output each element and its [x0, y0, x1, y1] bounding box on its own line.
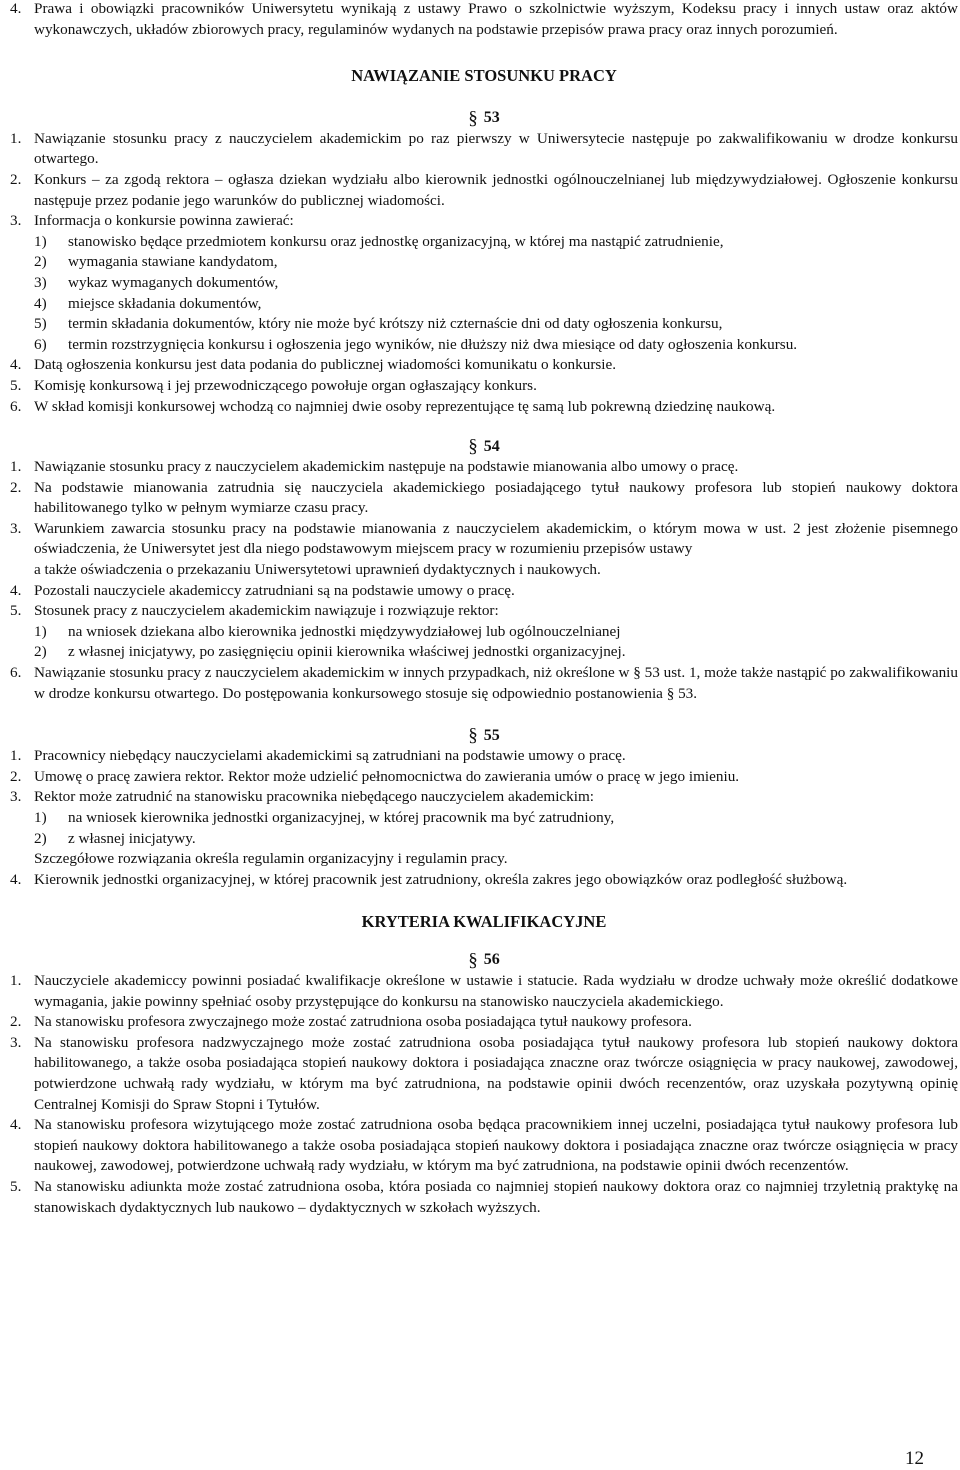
list-item: 2. Na stanowisku profesora zwyczajnego może zostać zatrudniona osoba posiadająca tytuł naukowy profesora.: [10, 1013, 692, 1031]
list-item: 2. Konkurs – za zgodą rektora – ogłasza dziekan wydziału albo kierownik jednostki ogólnouczelnianej lub międzywydziałowej. Ogłoszenie konkursu następuje przez podanie jego warunków do publicznej wiadomości.: [10, 170, 958, 209]
sub-list-item: 1) stanowisko będące przedmiotem konkursu oraz jednostkę organizacyjną, w której ma nastąpić zatrudnienie,: [34, 232, 724, 250]
sub-list-item: 2) z własnej inicjatywy, po zasięgnięciu opinii kierownika właściwej jednostki organizacyjnej.: [34, 643, 626, 661]
paragraph-number: § 56: [468, 949, 500, 971]
list-item: 4. Kierownik jednostki organizacyjnej, w której pracownik jest zatrudniony, określa zakres jego obowiązków oraz podległość służbową.: [10, 870, 848, 888]
list-item: 1. Nawiązanie stosunku pracy z nauczycielem akademickim po raz pierwszy w Uniwersytecie następuje po zakwalifikowaniu w drodze konkursu otwartego.: [10, 129, 958, 168]
list-item: 1. Pracownicy niebędący nauczycielami akademickimi są zatrudniani na podstawie umowy o pracę.: [10, 747, 626, 765]
list-item: 3. Warunkiem zawarcia stosunku pracy na podstawie mianowania z nauczycielem akademickim, o którym mowa w ust. 2 jest złożenie pisemnego oświadczenia, że Uniwersytet jest dla niego podstawowym miejscem pracy w rozumieniu przepisów ustawy a także oświadczenia o przekazaniu Uniwersytetowi uprawnień dydaktycznych i naukowych.: [10, 519, 958, 579]
sub-list-item: 1) na wniosek dziekana albo kierownika jednostki międzywydziałowej lub ogólnouczelnianej: [34, 622, 621, 640]
sub-list-item: 2) wymagania stawiane kandydatom,: [34, 253, 278, 271]
list-item: 6. W skład komisji konkursowej wchodzą co najmniej dwie osoby reprezentujące tę samą lub pokrewną dziedzinę naukową.: [10, 397, 776, 415]
sub-list-item: 3) wykaz wymaganych dokumentów,: [34, 273, 279, 291]
paragraph-number: § 55: [468, 725, 500, 747]
list-item: 2. Na podstawie mianowania zatrudnia się nauczyciela akademickiego posiadającego tytuł naukowy profesora lub stopień naukowy doktora habilitowanego tylko w pełnym wymiarze czasu pracy.: [10, 478, 958, 517]
list-item: 4. Na stanowisku profesora wizytującego może zostać zatrudniona osoba będąca pracownikiem innej uczelni, posiadająca tytuł naukowy profesora lub stopień naukowy doktora habilitowanego a także osoba posiadająca stopień naukowy doktora i posiadająca znaczne oraz twórcze osiągnięcia w pracy naukowej, zawodowej, potwierdzone uchwałą rady wydziału, w którym ma być zatrudniona, na podstawie opinii dwóch recenzentów.: [10, 1116, 958, 1175]
list-item: 2. Umowę o pracę zawiera rektor. Rektor może udzielić pełnomocnictwa do zawierania umów o pracę w jego imieniu.: [10, 767, 740, 785]
document-page: [10, 0, 958, 1218]
list-item: 5. Na stanowisku adiunkta może zostać zatrudniona osoba, która posiada co najmniej stopień naukowy doktora oraz co najmniej trzyletnią praktykę na stanowiskach dydaktycznych lub naukowo – dydaktycznych w szkołach wyższych.: [10, 1177, 958, 1216]
section-sign-icon: §: [468, 725, 478, 747]
section-heading: KRYTERIA KWALIFIKACYJNE: [361, 912, 607, 932]
list-item: 1. Nauczyciele akademiccy powinni posiadać kwalifikacje określone w ustawie i statucie. Rada wydziału w drodze uchwały może określić dodatkowe wymagania, jakie powinny spełniać osoby przystępujące do konkursu na stanowisko nauczyciela akademickiego.: [10, 971, 958, 1010]
list-item: 3. Informacja o konkursie powinna zawierać: 1) stanowisko będące przedmiotem konkursu oraz jednostkę organizacyjną, w której ma nastąpić zatrudnienie, 2) wymagania stawiane kandydatom, 3) wykaz wymaganych dokumentów, 4) miejsce składania dokumentów, 5) termin składania dokumentów, który nie może być krótszy niż czternaście dni od daty ogłoszenia konkursu, 6) termin rozstrzygnięcia konkursu i ogłoszenia jego wyników, nie dłuższy niż dwa miesiące od daty ogłoszenia konkursu.: [10, 211, 958, 355]
list-item: 4. Prawa i obowiązki pracowników Uniwersytetu wynikają z ustawy Prawo o szkolnictwie wyższym, Kodeksu pracy i innych ustaw oraz aktów wykonawczych, układów zbiorowych pracy, regulaminów wydanych na podstawie przepisów prawa pracy oraz innych porozumień.: [10, 0, 958, 38]
page-number: 12: [905, 1448, 924, 1469]
list-item: 6. Nawiązanie stosunku pracy z nauczycielem akademickim w innych przypadkach, niż określone w § 53 ust. 1, może także nastąpić po zakwalifikowaniu w drodze konkursu otwartego. Do postępowania konkursowego stosuje się odpowiednio postanowienia § 53.: [10, 664, 958, 702]
sub-list-item: 6) termin rozstrzygnięcia konkursu i ogłoszenia jego wyników, nie dłuższy niż dwa miesiące od daty ogłoszenia konkursu.: [34, 335, 798, 353]
section-sign-icon: §: [468, 949, 478, 971]
list-item: 3. Rektor może zatrudnić na stanowisku pracownika niebędącego nauczycielem akademickim: 1) na wniosek kierownika jednostki organizacyjnej, w której pracownik ma być zatrudniony, 2) z własnej inicjatywy. Szczegółowe rozwiązania określa regulamin organizacyjny i regulamin pracy.: [10, 787, 958, 869]
list-item: 5. Komisję konkursową i jej przewodniczącego powołuje organ ogłaszający konkurs.: [10, 376, 537, 394]
list-item: 4. Datą ogłoszenia konkursu jest data podania do publicznej wiadomości komunikatu o konkursie.: [10, 356, 617, 374]
section-sign-icon: §: [468, 107, 478, 129]
paragraph-number: § 54: [468, 436, 500, 458]
sub-list-item: 5) termin składania dokumentów, który nie może być krótszy niż czternaście dni od daty ogłoszenia konkursu,: [34, 315, 723, 333]
sub-list-item: 1) na wniosek kierownika jednostki organizacyjnej, w której pracownik ma być zatrudniony,: [34, 809, 615, 826]
section-heading: NAWIĄZANIE STOSUNKU PRACY: [351, 66, 617, 86]
list-item: 3. Na stanowisku profesora nadzwyczajnego może zostać zatrudniona osoba posiadająca tytuł naukowy profesora lub stopień naukowy doktora habilitowanego, a także osoba posiadająca stopień naukowy doktora i posiadająca znaczne oraz twórcze osiągnięcia w pracy naukowej, zawodowej, potwierdzone uchwałą rady wydziału, w którym ma być zatrudniona, na podstawie opinii dwóch recenzentów, oraz uzyskała pozytywną opinię Centralnej Komisji do Spraw Stopni i Tytułów.: [10, 1033, 958, 1113]
paragraph-number: § 53: [468, 107, 500, 129]
section-sign-icon: §: [468, 436, 478, 458]
list-item: 5. Stosunek pracy z nauczycielem akademickim nawiązuje i rozwiązuje rektor: 1) na wniosek dziekana albo kierownika jednostki międzywydziałowej lub ogólnouczelnianej 2) z własnej inicjatywy, po zasięgnięciu opinii kierownika właściwej jednostki organizacyjnej.: [10, 601, 958, 663]
sub-list-item: 4) miejsce składania dokumentów,: [34, 294, 262, 312]
list-item: 4. Pozostali nauczyciele akademiccy zatrudniani są na podstawie umowy o pracę.: [10, 581, 515, 599]
sub-list-item: 2) z własnej inicjatywy.: [34, 829, 196, 847]
list-item: 1. Nawiązanie stosunku pracy z nauczycielem akademickim następuje na podstawie mianowania albo umowy o pracę.: [10, 458, 739, 476]
